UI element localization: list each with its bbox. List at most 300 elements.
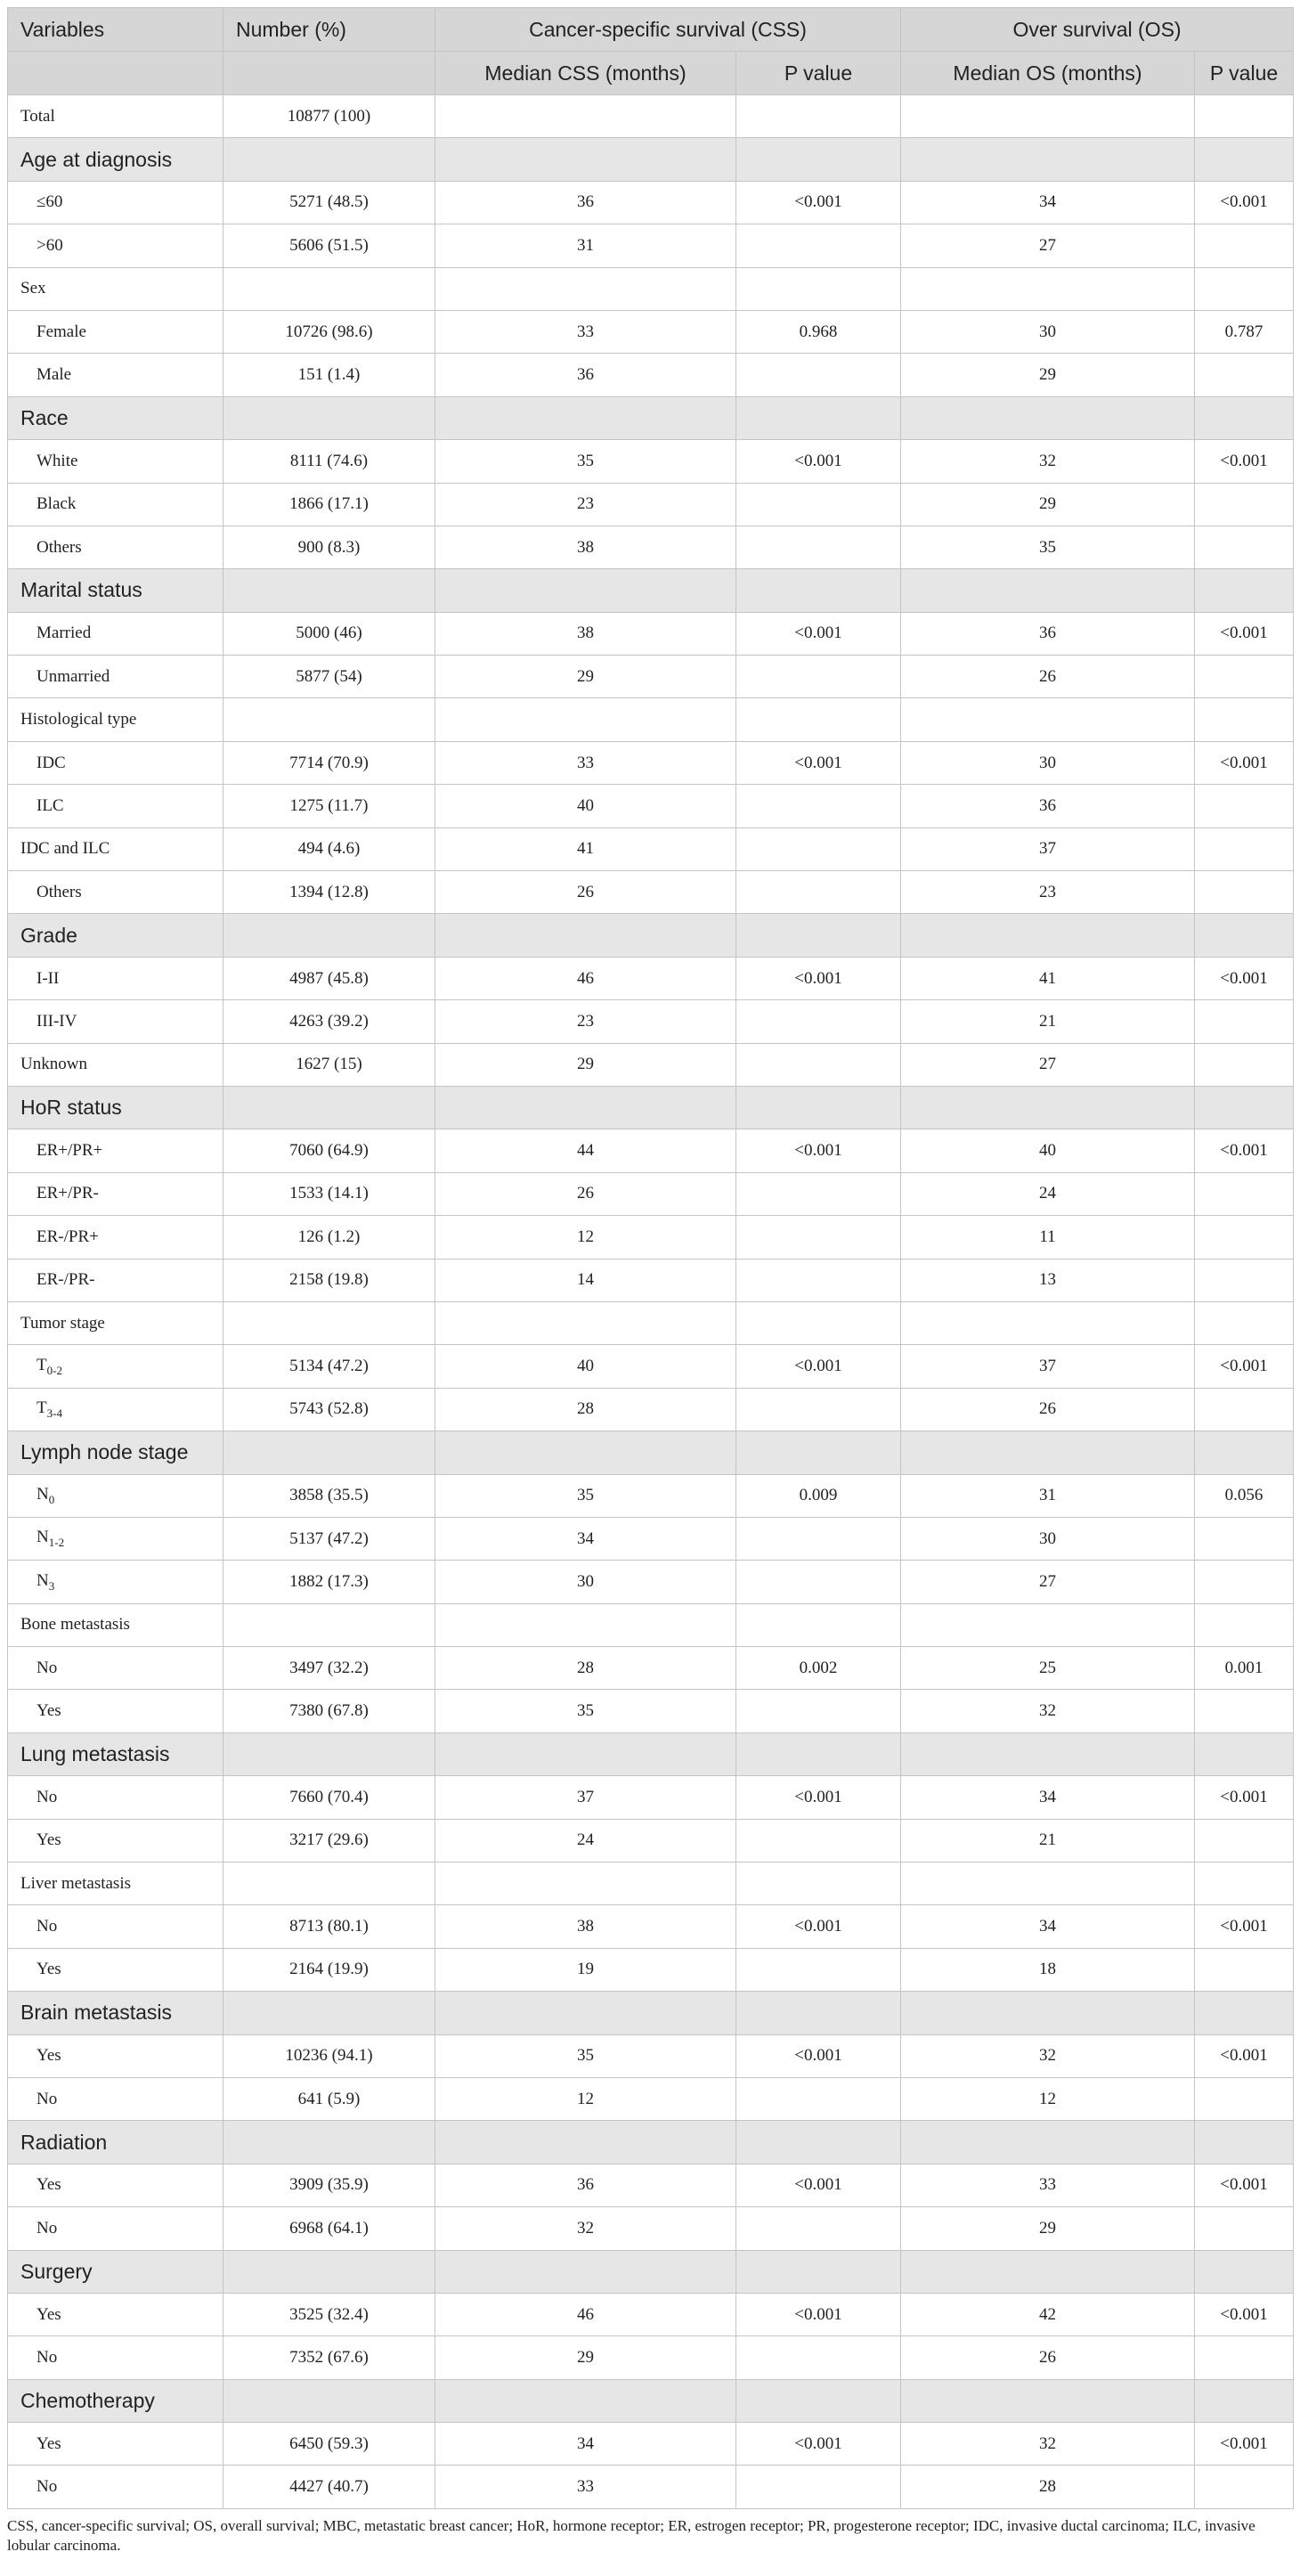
row-label-text: Male xyxy=(37,365,72,385)
p-value-os-cell: <0.001 xyxy=(1195,1905,1294,1948)
row-label xyxy=(8,871,223,914)
table-row xyxy=(8,2077,1294,2120)
median-css-cell: 40 xyxy=(435,1345,736,1388)
median-css-cell: 26 xyxy=(435,871,736,914)
p-value-css-cell: <0.001 xyxy=(736,1129,901,1172)
median-css-cell: 44 xyxy=(435,1129,736,1172)
p-value-css-cell xyxy=(736,1517,901,1560)
median-css-cell: 23 xyxy=(435,483,736,526)
p-value-os-cell xyxy=(1195,396,1294,439)
section-row xyxy=(8,396,1294,439)
median-os-cell: 36 xyxy=(901,785,1195,827)
p-value-css-cell xyxy=(736,1732,901,1775)
section-row xyxy=(8,2121,1294,2164)
table-row xyxy=(8,2293,1294,2336)
number-cell: 7352 (67.6) xyxy=(223,2336,435,2379)
table-header xyxy=(8,8,1294,95)
number-cell xyxy=(223,396,435,439)
row-label xyxy=(8,1732,223,1775)
table-row xyxy=(8,1690,1294,1732)
median-os-cell: 40 xyxy=(901,1129,1195,1172)
row-label xyxy=(8,1474,223,1517)
table-row xyxy=(8,1172,1294,1215)
median-os-cell: 42 xyxy=(901,2293,1195,2336)
table-row xyxy=(8,95,1294,138)
number-cell xyxy=(223,914,435,957)
median-css-cell: 35 xyxy=(435,440,736,483)
p-value-os-cell xyxy=(1195,2250,1294,2293)
number-cell: 1533 (14.1) xyxy=(223,1172,435,1215)
row-label xyxy=(8,1905,223,1948)
median-css-cell: 35 xyxy=(435,1690,736,1732)
row-label-text: I-II xyxy=(37,968,60,988)
section-row xyxy=(8,1732,1294,1775)
median-os-cell: 32 xyxy=(901,1690,1195,1732)
row-label xyxy=(8,181,223,224)
median-css-cell xyxy=(435,1431,736,1474)
row-label xyxy=(8,310,223,353)
number-cell xyxy=(223,1603,435,1646)
median-css-cell: 29 xyxy=(435,1043,736,1086)
row-label-text: No xyxy=(37,2477,58,2497)
section-row xyxy=(8,1431,1294,1474)
p-value-css-cell xyxy=(736,1561,901,1603)
p-value-css-cell: <0.001 xyxy=(736,1345,901,1388)
p-value-os-cell xyxy=(1195,1561,1294,1603)
row-label-text: ER+/PR+ xyxy=(37,1141,103,1161)
p-value-os-cell: 0.787 xyxy=(1195,310,1294,353)
table-row xyxy=(8,1129,1294,1172)
row-label-text: No xyxy=(37,2089,58,2108)
median-os-cell xyxy=(901,267,1195,310)
row-label xyxy=(8,440,223,483)
median-css-cell: 36 xyxy=(435,2164,736,2206)
row-label-text: ER+/PR- xyxy=(37,1184,99,1203)
p-value-css-cell xyxy=(736,1216,901,1259)
p-value-css-cell: 0.002 xyxy=(736,1647,901,1690)
median-os-cell xyxy=(901,2379,1195,2422)
row-label-subscript: 3-4 xyxy=(46,1406,62,1420)
section-row xyxy=(8,2250,1294,2293)
p-value-css-cell xyxy=(736,354,901,396)
p-value-css-cell xyxy=(736,1000,901,1043)
number-cell xyxy=(223,1992,435,2034)
header-variables: Variables xyxy=(8,8,223,52)
header-median-os: Median OS (months) xyxy=(901,52,1195,95)
number-cell: 7060 (64.9) xyxy=(223,1129,435,1172)
row-label xyxy=(8,267,223,310)
subsection-row xyxy=(8,698,1294,741)
median-css-cell: 33 xyxy=(435,2466,736,2508)
median-os-cell xyxy=(901,698,1195,741)
median-os-cell xyxy=(901,1086,1195,1129)
median-os-cell: 26 xyxy=(901,1388,1195,1431)
p-value-os-cell xyxy=(1195,1216,1294,1259)
row-label-text: Yes xyxy=(37,2046,61,2066)
number-cell xyxy=(223,1863,435,1905)
number-cell xyxy=(223,1431,435,1474)
row-label xyxy=(8,1948,223,1991)
p-value-os-cell: <0.001 xyxy=(1195,612,1294,655)
number-cell xyxy=(223,569,435,612)
median-os-cell: 36 xyxy=(901,612,1195,655)
p-value-os-cell xyxy=(1195,656,1294,698)
table-row xyxy=(8,1043,1294,1086)
p-value-os-cell xyxy=(1195,1517,1294,1560)
row-label xyxy=(8,224,223,267)
median-css-cell: 33 xyxy=(435,741,736,784)
table-row xyxy=(8,1259,1294,1301)
row-label-text: No xyxy=(37,1658,58,1677)
median-css-cell: 12 xyxy=(435,2077,736,2120)
p-value-os-cell: 0.001 xyxy=(1195,1647,1294,1690)
median-os-cell: 24 xyxy=(901,1172,1195,1215)
median-os-cell: 12 xyxy=(901,2077,1195,2120)
row-label-text: Yes xyxy=(37,1830,61,1850)
row-label-text: IDC xyxy=(37,753,66,772)
number-cell: 1627 (15) xyxy=(223,1043,435,1086)
p-value-css-cell xyxy=(736,1603,901,1646)
row-label xyxy=(8,1561,223,1603)
median-os-cell: 30 xyxy=(901,741,1195,784)
p-value-css-cell xyxy=(736,1086,901,1129)
row-label-text: Yes xyxy=(37,1960,61,1979)
number-cell xyxy=(223,1086,435,1129)
median-os-cell: 26 xyxy=(901,2336,1195,2379)
median-css-cell xyxy=(435,95,736,138)
p-value-os-cell: <0.001 xyxy=(1195,741,1294,784)
row-label-text: T xyxy=(37,1355,47,1374)
row-label xyxy=(8,1819,223,1862)
table-row xyxy=(8,440,1294,483)
p-value-os-cell xyxy=(1195,1172,1294,1215)
p-value-os-cell: 0.056 xyxy=(1195,1474,1294,1517)
p-value-css-cell xyxy=(736,1948,901,1991)
median-css-cell xyxy=(435,138,736,181)
median-css-cell: 29 xyxy=(435,2336,736,2379)
p-value-css-cell: 0.968 xyxy=(736,310,901,353)
header-empty xyxy=(8,52,223,95)
median-os-cell: 30 xyxy=(901,1517,1195,1560)
median-os-cell xyxy=(901,396,1195,439)
p-value-css-cell: <0.001 xyxy=(736,2164,901,2206)
row-label xyxy=(8,656,223,698)
header-css-group: Cancer-specific survival (CSS) xyxy=(435,8,901,52)
p-value-os-cell xyxy=(1195,1732,1294,1775)
row-label-subscript: 3 xyxy=(48,1578,55,1593)
row-label-text: ER-/PR- xyxy=(37,1270,95,1290)
row-label xyxy=(8,914,223,957)
row-label xyxy=(8,1172,223,1215)
row-label xyxy=(8,2077,223,2120)
median-os-cell: 29 xyxy=(901,483,1195,526)
p-value-css-cell xyxy=(736,1690,901,1732)
p-value-css-cell xyxy=(736,2336,901,2379)
row-label xyxy=(8,1647,223,1690)
row-label-text: Married xyxy=(37,624,92,643)
p-value-css-cell: <0.001 xyxy=(736,181,901,224)
row-label xyxy=(8,1431,223,1474)
number-cell: 5134 (47.2) xyxy=(223,1345,435,1388)
row-label xyxy=(8,1388,223,1431)
median-css-cell xyxy=(435,1732,736,1775)
section-row xyxy=(8,1992,1294,2034)
row-label xyxy=(8,2250,223,2293)
row-label xyxy=(8,1129,223,1172)
row-label-text: Grade xyxy=(20,923,77,947)
row-label xyxy=(8,483,223,526)
median-css-cell: 29 xyxy=(435,656,736,698)
table-row xyxy=(8,1561,1294,1603)
number-cell: 7380 (67.8) xyxy=(223,1690,435,1732)
table-row xyxy=(8,483,1294,526)
table-row xyxy=(8,1388,1294,1431)
row-label xyxy=(8,569,223,612)
table-row xyxy=(8,612,1294,655)
row-label-text: N xyxy=(37,1570,49,1590)
p-value-css-cell: <0.001 xyxy=(736,2293,901,2336)
row-label xyxy=(8,2034,223,2077)
median-os-cell: 32 xyxy=(901,2423,1195,2466)
number-cell: 3217 (29.6) xyxy=(223,1819,435,1862)
table-row xyxy=(8,785,1294,827)
number-cell: 6450 (59.3) xyxy=(223,2423,435,2466)
number-cell: 4263 (39.2) xyxy=(223,1000,435,1043)
p-value-os-cell xyxy=(1195,1301,1294,1344)
median-css-cell: 24 xyxy=(435,1819,736,1862)
median-os-cell: 41 xyxy=(901,957,1195,999)
median-os-cell xyxy=(901,569,1195,612)
header-number: Number (%) xyxy=(223,8,435,52)
table-row xyxy=(8,741,1294,784)
p-value-os-cell xyxy=(1195,569,1294,612)
row-label xyxy=(8,354,223,396)
table-row xyxy=(8,1905,1294,1948)
number-cell: 8111 (74.6) xyxy=(223,440,435,483)
row-label xyxy=(8,785,223,827)
median-css-cell xyxy=(435,698,736,741)
section-row xyxy=(8,138,1294,181)
median-os-cell xyxy=(901,2121,1195,2164)
p-value-css-cell xyxy=(736,656,901,698)
row-label xyxy=(8,1086,223,1129)
table-row xyxy=(8,354,1294,396)
row-label xyxy=(8,138,223,181)
p-value-os-cell xyxy=(1195,2077,1294,2120)
p-value-os-cell xyxy=(1195,1388,1294,1431)
row-label-text: Lymph node stage xyxy=(20,1440,189,1464)
p-value-css-cell: <0.001 xyxy=(736,612,901,655)
row-label-subscript: 1-2 xyxy=(48,1535,65,1549)
p-value-os-cell xyxy=(1195,2121,1294,2164)
p-value-css-cell xyxy=(736,2121,901,2164)
table-row xyxy=(8,1776,1294,1819)
row-label-text: Race xyxy=(20,405,69,429)
table-row xyxy=(8,1948,1294,1991)
row-label-text: Chemotherapy xyxy=(20,2388,155,2412)
p-value-os-cell xyxy=(1195,827,1294,870)
median-css-cell: 37 xyxy=(435,1776,736,1819)
p-value-os-cell: <0.001 xyxy=(1195,181,1294,224)
p-value-css-cell xyxy=(736,1863,901,1905)
p-value-os-cell: <0.001 xyxy=(1195,440,1294,483)
p-value-os-cell xyxy=(1195,1948,1294,1991)
median-os-cell xyxy=(901,95,1195,138)
number-cell: 10236 (94.1) xyxy=(223,2034,435,2077)
median-os-cell: 26 xyxy=(901,656,1195,698)
p-value-css-cell xyxy=(736,526,901,568)
row-label-text: Yes xyxy=(37,2433,61,2453)
p-value-os-cell xyxy=(1195,1000,1294,1043)
row-label-text: >60 xyxy=(37,235,63,255)
median-os-cell: 21 xyxy=(901,1000,1195,1043)
table-container xyxy=(7,7,1293,2556)
subsection-row xyxy=(8,1603,1294,1646)
table-row xyxy=(8,871,1294,914)
row-label xyxy=(8,2164,223,2206)
number-cell: 3909 (35.9) xyxy=(223,2164,435,2206)
p-value-os-cell xyxy=(1195,483,1294,526)
section-row xyxy=(8,1086,1294,1129)
number-cell: 7660 (70.4) xyxy=(223,1776,435,1819)
table-row xyxy=(8,2336,1294,2379)
number-cell: 2164 (19.9) xyxy=(223,1948,435,1991)
p-value-css-cell xyxy=(736,483,901,526)
median-css-cell xyxy=(435,569,736,612)
number-cell: 900 (8.3) xyxy=(223,526,435,568)
number-cell xyxy=(223,698,435,741)
number-cell xyxy=(223,1301,435,1344)
row-label-text: Total xyxy=(20,106,55,126)
median-os-cell: 31 xyxy=(901,1474,1195,1517)
p-value-os-cell xyxy=(1195,224,1294,267)
p-value-os-cell: <0.001 xyxy=(1195,2423,1294,2466)
row-label xyxy=(8,2207,223,2250)
row-label xyxy=(8,1216,223,1259)
section-row xyxy=(8,569,1294,612)
p-value-os-cell: <0.001 xyxy=(1195,1345,1294,1388)
row-label xyxy=(8,2466,223,2508)
p-value-css-cell: 0.009 xyxy=(736,1474,901,1517)
median-css-cell: 31 xyxy=(435,224,736,267)
row-label xyxy=(8,95,223,138)
row-label-text: Others xyxy=(37,882,82,901)
median-os-cell xyxy=(901,914,1195,957)
row-label-text: Yes xyxy=(37,2175,61,2195)
number-cell: 10726 (98.6) xyxy=(223,310,435,353)
header-p-value-os: P value xyxy=(1195,52,1294,95)
row-label-text: ≤60 xyxy=(37,192,63,212)
p-value-css-cell xyxy=(736,2250,901,2293)
p-value-os-cell xyxy=(1195,1863,1294,1905)
p-value-os-cell xyxy=(1195,2379,1294,2422)
p-value-css-cell xyxy=(736,267,901,310)
median-os-cell xyxy=(901,1431,1195,1474)
header-row-1 xyxy=(8,8,1294,52)
p-value-css-cell xyxy=(736,1043,901,1086)
table-row xyxy=(8,1345,1294,1388)
p-value-os-cell xyxy=(1195,2466,1294,2508)
p-value-css-cell xyxy=(736,1388,901,1431)
median-os-cell: 32 xyxy=(901,440,1195,483)
number-cell: 10877 (100) xyxy=(223,95,435,138)
p-value-os-cell xyxy=(1195,1690,1294,1732)
table-row xyxy=(8,2207,1294,2250)
median-os-cell xyxy=(901,1732,1195,1775)
table-row xyxy=(8,1819,1294,1862)
median-css-cell: 14 xyxy=(435,1259,736,1301)
row-label xyxy=(8,612,223,655)
row-label-text: Bone metastasis xyxy=(20,1615,130,1634)
number-cell: 5137 (47.2) xyxy=(223,1517,435,1560)
median-css-cell: 28 xyxy=(435,1388,736,1431)
number-cell: 1866 (17.1) xyxy=(223,483,435,526)
p-value-os-cell xyxy=(1195,1603,1294,1646)
number-cell: 3525 (32.4) xyxy=(223,2293,435,2336)
p-value-os-cell xyxy=(1195,2207,1294,2250)
number-cell: 126 (1.2) xyxy=(223,1216,435,1259)
median-os-cell: 35 xyxy=(901,526,1195,568)
p-value-os-cell xyxy=(1195,914,1294,957)
median-os-cell: 25 xyxy=(901,1647,1195,1690)
median-os-cell: 27 xyxy=(901,1561,1195,1603)
median-os-cell: 23 xyxy=(901,871,1195,914)
p-value-os-cell xyxy=(1195,1819,1294,1862)
subsection-row xyxy=(8,267,1294,310)
table-row xyxy=(8,2423,1294,2466)
median-css-cell: 26 xyxy=(435,1172,736,1215)
number-cell: 641 (5.9) xyxy=(223,2077,435,2120)
median-css-cell: 34 xyxy=(435,2423,736,2466)
p-value-os-cell: <0.001 xyxy=(1195,2034,1294,2077)
p-value-css-cell: <0.001 xyxy=(736,2423,901,2466)
median-css-cell: 35 xyxy=(435,2034,736,2077)
header-row-2 xyxy=(8,52,1294,95)
median-css-cell xyxy=(435,267,736,310)
number-cell: 4427 (40.7) xyxy=(223,2466,435,2508)
p-value-os-cell xyxy=(1195,354,1294,396)
p-value-os-cell xyxy=(1195,526,1294,568)
median-css-cell: 30 xyxy=(435,1561,736,1603)
median-os-cell xyxy=(901,2250,1195,2293)
row-label-text: Yes xyxy=(37,1701,61,1721)
median-os-cell: 21 xyxy=(901,1819,1195,1862)
median-os-cell xyxy=(901,1301,1195,1344)
p-value-css-cell xyxy=(736,224,901,267)
number-cell: 5877 (54) xyxy=(223,656,435,698)
row-label xyxy=(8,1992,223,2034)
table-row xyxy=(8,1000,1294,1043)
median-os-cell: 11 xyxy=(901,1216,1195,1259)
number-cell: 1394 (12.8) xyxy=(223,871,435,914)
number-cell xyxy=(223,267,435,310)
table-row xyxy=(8,2034,1294,2077)
median-os-cell: 30 xyxy=(901,310,1195,353)
row-label xyxy=(8,698,223,741)
median-css-cell: 36 xyxy=(435,354,736,396)
number-cell xyxy=(223,2250,435,2293)
row-label-text: Unmarried xyxy=(37,666,110,686)
row-label-text: HoR status xyxy=(20,1096,122,1120)
median-css-cell: 33 xyxy=(435,310,736,353)
median-os-cell: 37 xyxy=(901,827,1195,870)
table-row xyxy=(8,224,1294,267)
p-value-css-cell xyxy=(736,1301,901,1344)
median-os-cell: 37 xyxy=(901,1345,1195,1388)
median-css-cell xyxy=(435,1603,736,1646)
number-cell xyxy=(223,2379,435,2422)
number-cell: 7714 (70.9) xyxy=(223,741,435,784)
